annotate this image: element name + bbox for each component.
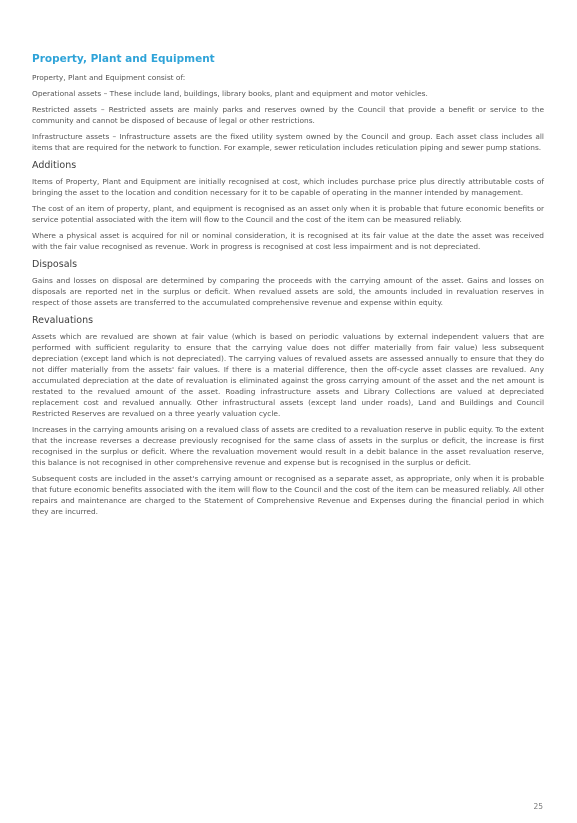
intro-paragraph: Property, Plant and Equipment consist of:: [32, 73, 186, 82]
additions-heading: Additions: [32, 160, 77, 171]
intro-paragraph: Infrastructure assets – Infrastructure assets are the fixed utility system owned by the Council and group. Each asset class includes all items that are required for the network to function. For example, sewer reticulation includes reticulation piping and sewer pump stations.: [32, 132, 544, 152]
revaluations-paragraph: Subsequent costs are included in the asset's carrying amount or recognised as a separate asset, as appropriate, only when it is probable that future economic benefits associated with the item will flow to the Council and the cost of the item can be measured reliably. All other repairs and maintenance are charged to the Statement of Comprehensive Revenue and Expenses during the financial period in which they are incurred.: [32, 474, 544, 516]
additions-paragraph: Where a physical asset is acquired for nil or nominal consideration, it is recognised at its fair value at the date the asset was received with the fair value recognised as revenue. Work in progress is recognised at cost less impairment and is not depreciated.: [32, 231, 544, 251]
document-page: [32, 52, 544, 522]
additions-paragraph: Items of Property, Plant and Equipment are initially recognised at cost, which includes purchase price plus directly attributable costs of bringing the asset to the location and condition necessary for it to be capable of operating in the manner intended by management.: [32, 177, 544, 197]
revaluations-paragraph: Assets which are revalued are shown at fair value (which is based on periodic valuations by external independent valuers that are performed with sufficient regularity to ensure that the carrying value does not differ materially from fair value) less subsequent depreciation (except land which is not depreciated). The carrying values of revalued assets are assessed annually to ensure that they do not differ materially from the assets' fair values. If there is a material difference, then the off-cycle asset classes are revalued. Any accumulated depreciation at the date of revaluation is eliminated against the gross carrying amount of the asset and the net amount is restated to the revalued amount of the asset. Roading infrastructure assets and Library Collections are valued at depreciated replacement cost and revalued annually. Other infrastructural assets (except land under roads), Land and Buildings and Council Restricted Reserves are revalued on a three yearly valuation cycle.: [32, 332, 544, 418]
page-number: 25: [533, 802, 543, 811]
intro-paragraph: Restricted assets – Restricted assets are mainly parks and reserves owned by the Council that provide a benefit or service to the community and cannot be disposed of because of legal or other restrictions.: [32, 105, 544, 125]
disposals-heading: Disposals: [32, 259, 78, 270]
additions-paragraph: The cost of an item of property, plant, and equipment is recognised as an asset only when it is probable that future economic benefits or service potential associated with the item will flow to the Council and the cost of the item can be measured reliably.: [32, 204, 544, 224]
intro-paragraph: Operational assets – These include land, buildings, library books, plant and equipment and motor vehicles.: [32, 89, 428, 98]
disposals-paragraph: Gains and losses on disposal are determined by comparing the proceeds with the carrying amount of the asset. Gains and losses on disposals are reported net in the surplus or deficit. When revalued assets are sold, the amounts included in revaluation reserves in respect of those assets are transferred to the accumulated comprehensive revenue and expense within equity.: [32, 276, 544, 307]
page-title: Property, Plant and Equipment: [32, 53, 215, 65]
revaluations-heading: Revaluations: [32, 315, 94, 326]
revaluations-paragraph: Increases in the carrying amounts arising on a revalued class of assets are credited to a revaluation reserve in public equity. To the extent that the increase reverses a decrease previously recognised for the same class of assets in the surplus or deficit, the increase is first recognised in the surplus or deficit. Where the revaluation movement would result in a debit balance in the asset revaluation reserve, this balance is not recognised in other comprehensive revenue and expense but is recognised in the surplus or deficit.: [32, 425, 544, 467]
